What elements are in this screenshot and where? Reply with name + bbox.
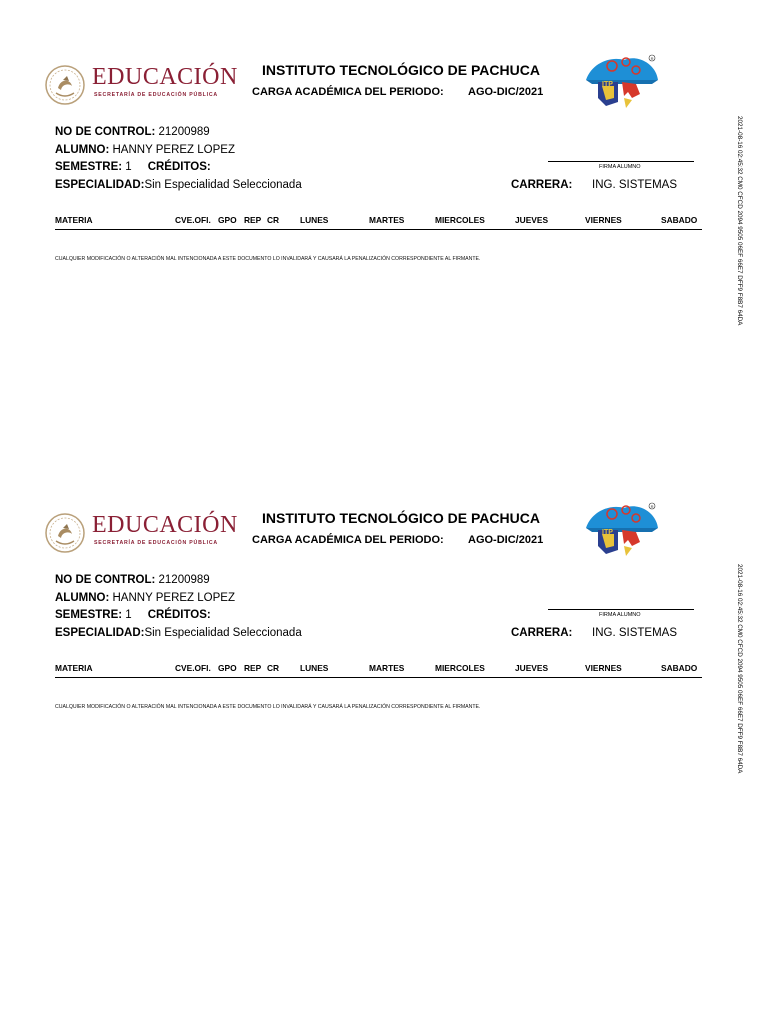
period-line [252,86,544,98]
legal-notice: CUALQUIER MODIFICACIÓN O ALTERACIÓN MAL INTENCIONADA A ESTE DOCUMENTO LO INVALIDARÁ Y CAUSARÁ LA PENALIZACIÓN CORRESPONDIENTE AL FIRMANTE. [55,256,481,262]
logo-subtitle: SECRETARÍA DE EDUCACIÓN PÚBLICA [94,540,218,546]
national-seal-icon [44,512,86,554]
control-label: NO DE CONTROL: [55,574,156,586]
column-header-miercoles: MIERCOLES [435,663,485,673]
creditos-label: CRÉDITOS: [147,609,211,621]
alumno-label: ALUMNO: [55,144,110,156]
period-value: AGO-DIC/2021 [468,534,544,546]
especialidad-value: Sin Especialidad Seleccionada [144,179,302,191]
sep-logo [44,510,244,554]
column-header-lunes: LUNES [300,663,329,673]
alumno-label: ALUMNO: [55,592,110,604]
carrera-field [511,179,677,191]
side-stamp [731,564,743,826]
svg-text:R: R [650,55,654,61]
period-label: CARGA ACADÉMICA DEL PERIODO: [252,534,444,546]
column-header-jueves: JUEVES [515,663,549,673]
logo-wordmark: EDUCACIÓN [92,64,238,90]
carrera-value: ING. SISTEMAS [592,179,677,191]
legal-notice: CUALQUIER MODIFICACIÓN O ALTERACIÓN MAL INTENCIONADA A ESTE DOCUMENTO LO INVALIDARÁ Y CAUSARÁ LA PENALIZACIÓN CORRESPONDIENTE AL FIRMANTE. [55,704,481,710]
control-field [55,126,210,138]
control-value: 21200989 [158,126,210,138]
alumno-field [55,144,235,156]
control-field [55,574,210,586]
side-stamp-text: 2021-08-16 02:45:32 CM0 CFCD 2094 9505 06EF 66E7 DFF9 F8B7 64DA [736,116,743,326]
especialidad-label: ESPECIALIDAD: [55,627,145,639]
svg-text:R: R [650,503,654,509]
column-header-cve: CVE.OFI. [175,663,211,673]
signature-line [548,609,694,610]
svg-text:ITP: ITP [602,81,613,88]
period-value: AGO-DIC/2021 [468,86,544,98]
especialidad-label: ESPECIALIDAD: [55,179,145,191]
carrera-value: ING. SISTEMAS [592,627,677,639]
column-header-sabado: SABADO [661,663,698,673]
side-stamp-text: 2021-08-16 02:45:32 CM0 CFCD 2094 9505 06EF 66E7 DFF9 F8B7 64DA [736,564,743,774]
carrera-field [511,627,677,639]
control-label: NO DE CONTROL: [55,126,156,138]
column-header-jueves: JUEVES [515,215,549,225]
column-header-gpo: GPO [218,215,237,225]
semestre-label: SEMESTRE: [55,609,123,621]
carrera-label: CARRERA: [511,627,573,639]
institute-title: INSTITUTO TECNOLÓGICO DE PACHUCA [262,510,540,526]
column-header-materia: MATERIA [55,215,93,225]
column-header-sabado: SABADO [661,215,698,225]
especialidad-field [55,627,302,639]
column-header-cr: CR [267,215,280,225]
national-seal-icon [44,64,86,106]
signature-label: FIRMA ALUMNO [599,164,641,170]
column-header-rep: REP [244,215,262,225]
column-header-martes: MARTES [369,215,405,225]
alumno-value: HANNY PEREZ LOPEZ [112,592,235,604]
period-line [252,534,544,546]
especialidad-field [55,179,302,191]
semestre-field [55,609,211,621]
control-value: 21200989 [158,574,210,586]
header-rule [55,229,702,230]
column-header-cve: CVE.OFI. [175,215,211,225]
sep-logo [44,62,244,106]
especialidad-value: Sin Especialidad Seleccionada [144,627,302,639]
semestre-value: 1 [125,609,132,621]
semestre-field [55,161,211,173]
column-header-lunes: LUNES [300,215,329,225]
logo-wordmark: EDUCACIÓN [92,512,238,538]
document-copy [0,52,768,352]
svg-text:ITP: ITP [602,529,613,536]
logo-subtitle: SECRETARÍA DE EDUCACIÓN PÚBLICA [94,92,218,98]
column-header-viernes: VIERNES [585,663,622,673]
column-header-gpo: GPO [218,663,237,673]
header-rule [55,677,702,678]
semestre-label: SEMESTRE: [55,161,123,173]
itp-logo-icon [582,500,662,560]
column-header-martes: MARTES [369,663,405,673]
column-header-miercoles: MIERCOLES [435,215,485,225]
creditos-label: CRÉDITOS: [147,161,211,173]
institute-title: INSTITUTO TECNOLÓGICO DE PACHUCA [262,62,540,78]
period-label: CARGA ACADÉMICA DEL PERIODO: [252,86,444,98]
alumno-field [55,592,235,604]
signature-label: FIRMA ALUMNO [599,612,641,618]
alumno-value: HANNY PEREZ LOPEZ [112,144,235,156]
document-copy [0,500,768,800]
column-header-viernes: VIERNES [585,215,622,225]
semestre-value: 1 [125,161,132,173]
carrera-label: CARRERA: [511,179,573,191]
column-header-rep: REP [244,663,262,673]
column-header-materia: MATERIA [55,663,93,673]
itp-logo-icon [582,52,662,112]
signature-line [548,161,694,162]
column-header-cr: CR [267,663,280,673]
side-stamp [731,116,743,378]
